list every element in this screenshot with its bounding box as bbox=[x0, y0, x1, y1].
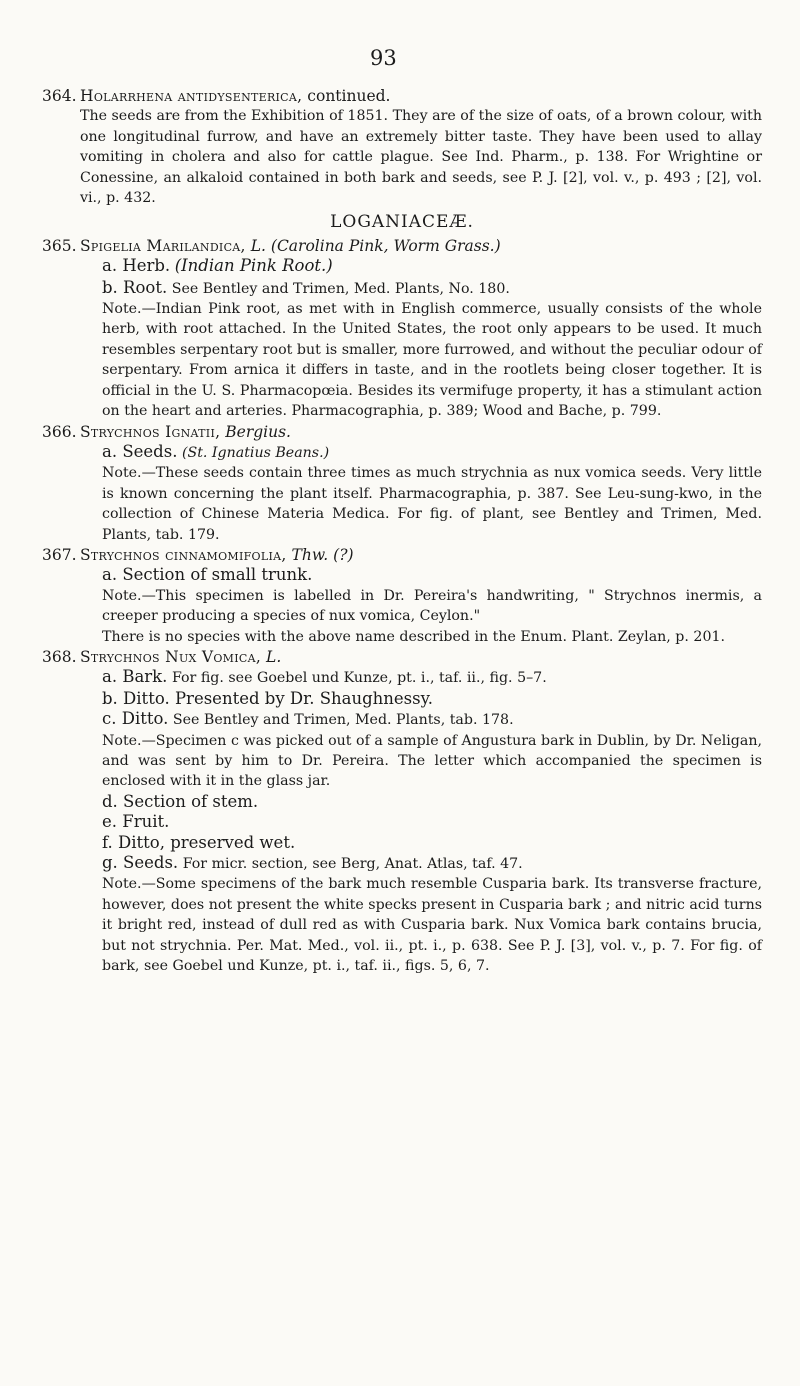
entry-heading bbox=[80, 422, 762, 442]
continued-label: continued. bbox=[302, 87, 391, 105]
specimen-ref: See Bentley and Trimen, Med. Plants, tab. 178. bbox=[172, 712, 514, 729]
species-name: Strychnos Nux Vomica, bbox=[80, 647, 262, 666]
specimen-b: b. Ditto. Presented by Dr. Shaughnessy. bbox=[102, 688, 433, 708]
specimen-label: a. Seeds. bbox=[102, 441, 178, 461]
entry-heading bbox=[80, 86, 762, 106]
entry-text: The seeds are from the Exhibition of 1851. They are of the size of oats, of a brown colour, with one longitudinal furrow, and have an extremely bitter taste. They have been used to allay vomiting in cholera and also for cattle plague. See Ind. Pharm., p. 138. For Wrightine or Conessine, an alkaloid contained in both bark and seeds, see P. J. [2], vol. v., p. 493 ; [2], vol. vi., p. 432. bbox=[80, 108, 762, 207]
entry-364 bbox=[42, 86, 762, 208]
page-body bbox=[42, 86, 762, 976]
specimen-a bbox=[80, 667, 762, 688]
species-name: Strychnos cinnamomifolia, bbox=[80, 545, 287, 564]
entry-number: 365. bbox=[42, 236, 77, 255]
specimen-label: g. Seeds. bbox=[102, 853, 179, 873]
entry-367 bbox=[42, 545, 762, 647]
specimen-label: c. Ditto. bbox=[102, 709, 169, 729]
specimen-f: f. Ditto, preserved wet. bbox=[102, 832, 296, 852]
specimen-d: d. Section of stem. bbox=[102, 791, 259, 811]
entry-368 bbox=[42, 647, 762, 977]
specimen-a bbox=[80, 442, 762, 463]
entry-number: 368. bbox=[42, 647, 77, 666]
entry-number: 366. bbox=[42, 422, 77, 441]
note: Note.—This specimen is labelled in Dr. Pereira's handwriting, " Strychnos inermis, a creeper producing a species of nux vomica, Ceylon." bbox=[102, 587, 762, 625]
entry-number: 364. bbox=[42, 87, 77, 105]
note: Note.—These seeds contain three times as much strychnia as nux vomica seeds. Very little is known concerning the plant itself. Pharmacographia, p. 387. See Leu-sung-kwo, in the collection of Chinese Materia Medica. For fig. of plant, see Bentley and Trimen, Med. Plants, tab. 179. bbox=[102, 465, 762, 543]
specimen-e: e. Fruit. bbox=[102, 812, 170, 832]
specimen-ref: For micr. section, see Berg, Anat. Atlas, taf. 47. bbox=[182, 856, 523, 873]
authority: Thw. (?) bbox=[291, 545, 354, 564]
authority: L. bbox=[250, 236, 266, 255]
note: Note.—Specimen c was picked out of a sample of Angustura bark in Dublin, by Dr. Neligan, and was sent by him to Dr. Pereira. The letter which accompanied the specimen is enclosed with it in the glass jar. bbox=[102, 732, 762, 790]
family-heading: LOGANIACEÆ. bbox=[330, 212, 474, 233]
specimen-g bbox=[80, 853, 762, 874]
specimen-label: a. Herb. bbox=[102, 256, 171, 276]
entry-heading bbox=[80, 647, 762, 667]
note: Note.—Some specimens of the bark much resemble Cusparia bark. Its transverse fracture, however, does not present the white specks present in Cusparia bark ; and nitric acid turns it bright red, instead of dull red as with Cusparia bark. Nux Vomica bark contains brucia, but not strychnia. Per. Mat. Med., vol. ii., pt. i., p. 638. See P. J. [3], vol. v., p. 7. For fig. of bark, see Goebel und Kunze, pt. i., taf. ii., figs. 5, 6, 7. bbox=[102, 876, 762, 975]
specimen-b bbox=[80, 278, 762, 299]
authority: L. bbox=[266, 647, 282, 666]
note-continued: There is no species with the above name described in the Enum. Plant. Zeylan, p. 201. bbox=[102, 628, 726, 645]
species-name: Spigelia Marilandica, bbox=[80, 236, 246, 255]
specimen-common: (Indian Pink Root.) bbox=[174, 256, 333, 276]
specimen-ref: For fig. see Goebel und Kunze, pt. i., taf. ii., fig. 5–7. bbox=[171, 670, 547, 687]
specimen-common: (St. Ignatius Beans.) bbox=[181, 444, 330, 461]
specimen-a bbox=[80, 256, 762, 277]
specimen-ref: See Bentley and Trimen, Med. Plants, No. 180. bbox=[171, 280, 510, 297]
specimen-label: a. Bark. bbox=[102, 667, 168, 687]
entry-number: 367. bbox=[42, 545, 77, 564]
entry-heading bbox=[80, 236, 762, 256]
entry-366 bbox=[42, 422, 762, 545]
page-number: 93 bbox=[370, 46, 397, 70]
specimen-c bbox=[80, 709, 762, 730]
specimen-a: a. Section of small trunk. bbox=[102, 565, 313, 585]
note: Note.—Indian Pink root, as met with in English commerce, usually consists of the whole herb, with root attached. In the United States, the root only appears to be used. It much resembles serpentary root but is smaller, more furrowed, and without the peculiar odour of serpentary. From arnica it differs in taste, and in the rootlets being closer together. It is official in the U. S. Pharmacopœia. Besides its vermifuge property, it has a stimulant action on the heart and arteries. Pharmacographia, p. 389; Wood and Bache, p. 799. bbox=[102, 301, 762, 420]
species-name: Holarrhena antidysenterica, bbox=[80, 87, 303, 105]
authority: Bergius. bbox=[225, 422, 291, 441]
entry-365 bbox=[42, 236, 762, 422]
common-name: (Carolina Pink, Worm Grass.) bbox=[270, 236, 501, 255]
specimen-label: b. Root. bbox=[102, 277, 168, 297]
entry-heading bbox=[80, 545, 762, 565]
species-name: Strychnos Ignatii, bbox=[80, 422, 221, 441]
